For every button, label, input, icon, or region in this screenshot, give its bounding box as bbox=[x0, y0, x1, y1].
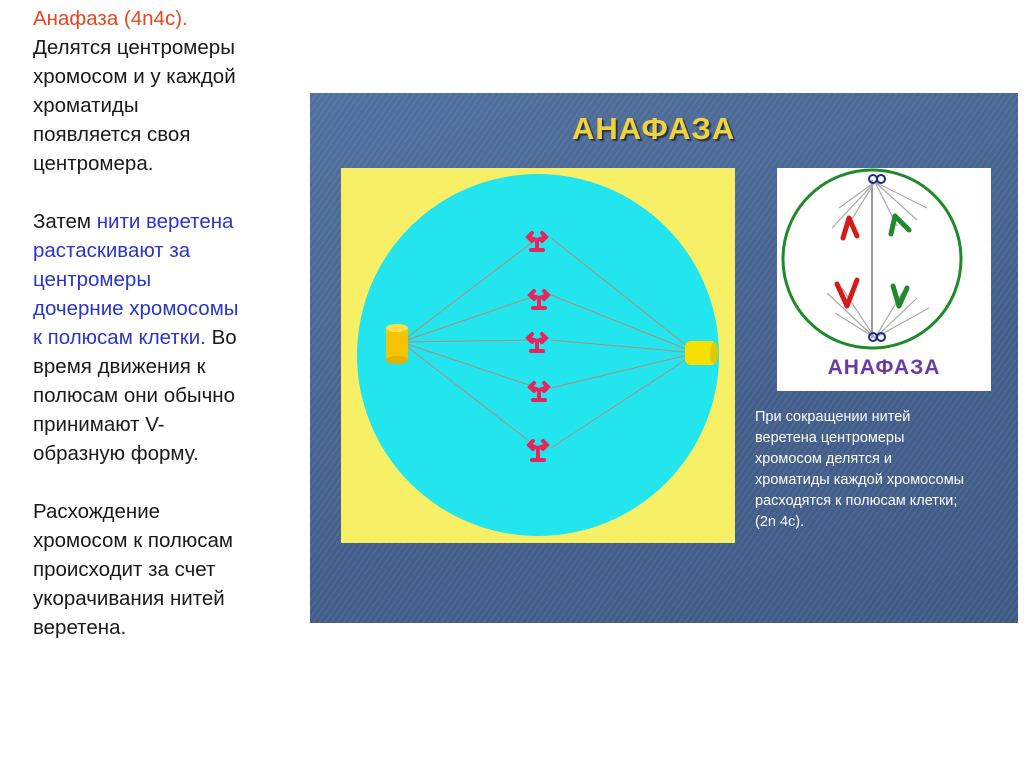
poles-highlight: к полюсам клетки. bbox=[33, 326, 206, 349]
separation-line: Расхождение bbox=[33, 500, 161, 523]
illustration-panel bbox=[310, 93, 1018, 623]
caption-line: веретена центромеры bbox=[755, 430, 905, 446]
spindle-highlight: нити веретена bbox=[96, 210, 234, 233]
cell-body bbox=[357, 174, 719, 536]
paragraph-separation bbox=[33, 497, 305, 642]
separation-line: веретена. bbox=[33, 616, 127, 639]
phase-heading: Анафаза (4n4c). bbox=[33, 7, 188, 30]
intro-line: хромосом и у каждой bbox=[33, 65, 236, 88]
spindle-blue-line: растаскивают за bbox=[33, 239, 191, 262]
separation-line: укорачивания нитей bbox=[33, 587, 225, 610]
spindle-line: время движения к bbox=[33, 355, 206, 378]
spindle-blue-line: центромеры bbox=[33, 268, 152, 291]
caption-line: (2n 4c). bbox=[755, 514, 805, 530]
description-text bbox=[33, 4, 305, 642]
spindle-line: принимают V- bbox=[33, 413, 165, 436]
cell-diagram bbox=[341, 168, 735, 543]
panel-caption bbox=[755, 407, 1011, 533]
anaphase-schematic bbox=[777, 168, 991, 391]
intro-line: появляется своя bbox=[33, 123, 191, 146]
intro-line: Делятся центромеры bbox=[33, 36, 235, 59]
spindle-blue-line: дочерние хромосомы bbox=[33, 297, 239, 320]
separation-line: хромосом к полюсам bbox=[33, 529, 234, 552]
spindle-plain-text: Во bbox=[205, 326, 237, 349]
centriole-right bbox=[685, 341, 718, 365]
caption-line: хромосом делятся и bbox=[755, 451, 892, 467]
caption-line: хроматиды каждой хромосомы bbox=[755, 472, 965, 488]
spindle-plain-text: Затем bbox=[33, 210, 97, 233]
centriole-left bbox=[386, 324, 408, 364]
separation-line: происходит за счет bbox=[33, 558, 216, 581]
paragraph-intro bbox=[33, 4, 305, 178]
spindle-line: полюсам они обычно bbox=[33, 384, 235, 407]
intro-line: хроматиды bbox=[33, 94, 139, 117]
panel-title: АНАФАЗА bbox=[572, 111, 736, 146]
spindle-line: образную форму. bbox=[33, 442, 199, 465]
caption-line: расходятся к полюсам клетки; bbox=[755, 493, 958, 509]
schematic-label: АНАФАЗА bbox=[827, 356, 941, 379]
cell-diagram-svg bbox=[341, 168, 735, 543]
intro-line: центромера. bbox=[33, 152, 154, 175]
paragraph-spindle bbox=[33, 207, 305, 468]
spindle-fibers bbox=[827, 182, 929, 338]
caption-line: При сокращении нитей bbox=[755, 409, 911, 425]
